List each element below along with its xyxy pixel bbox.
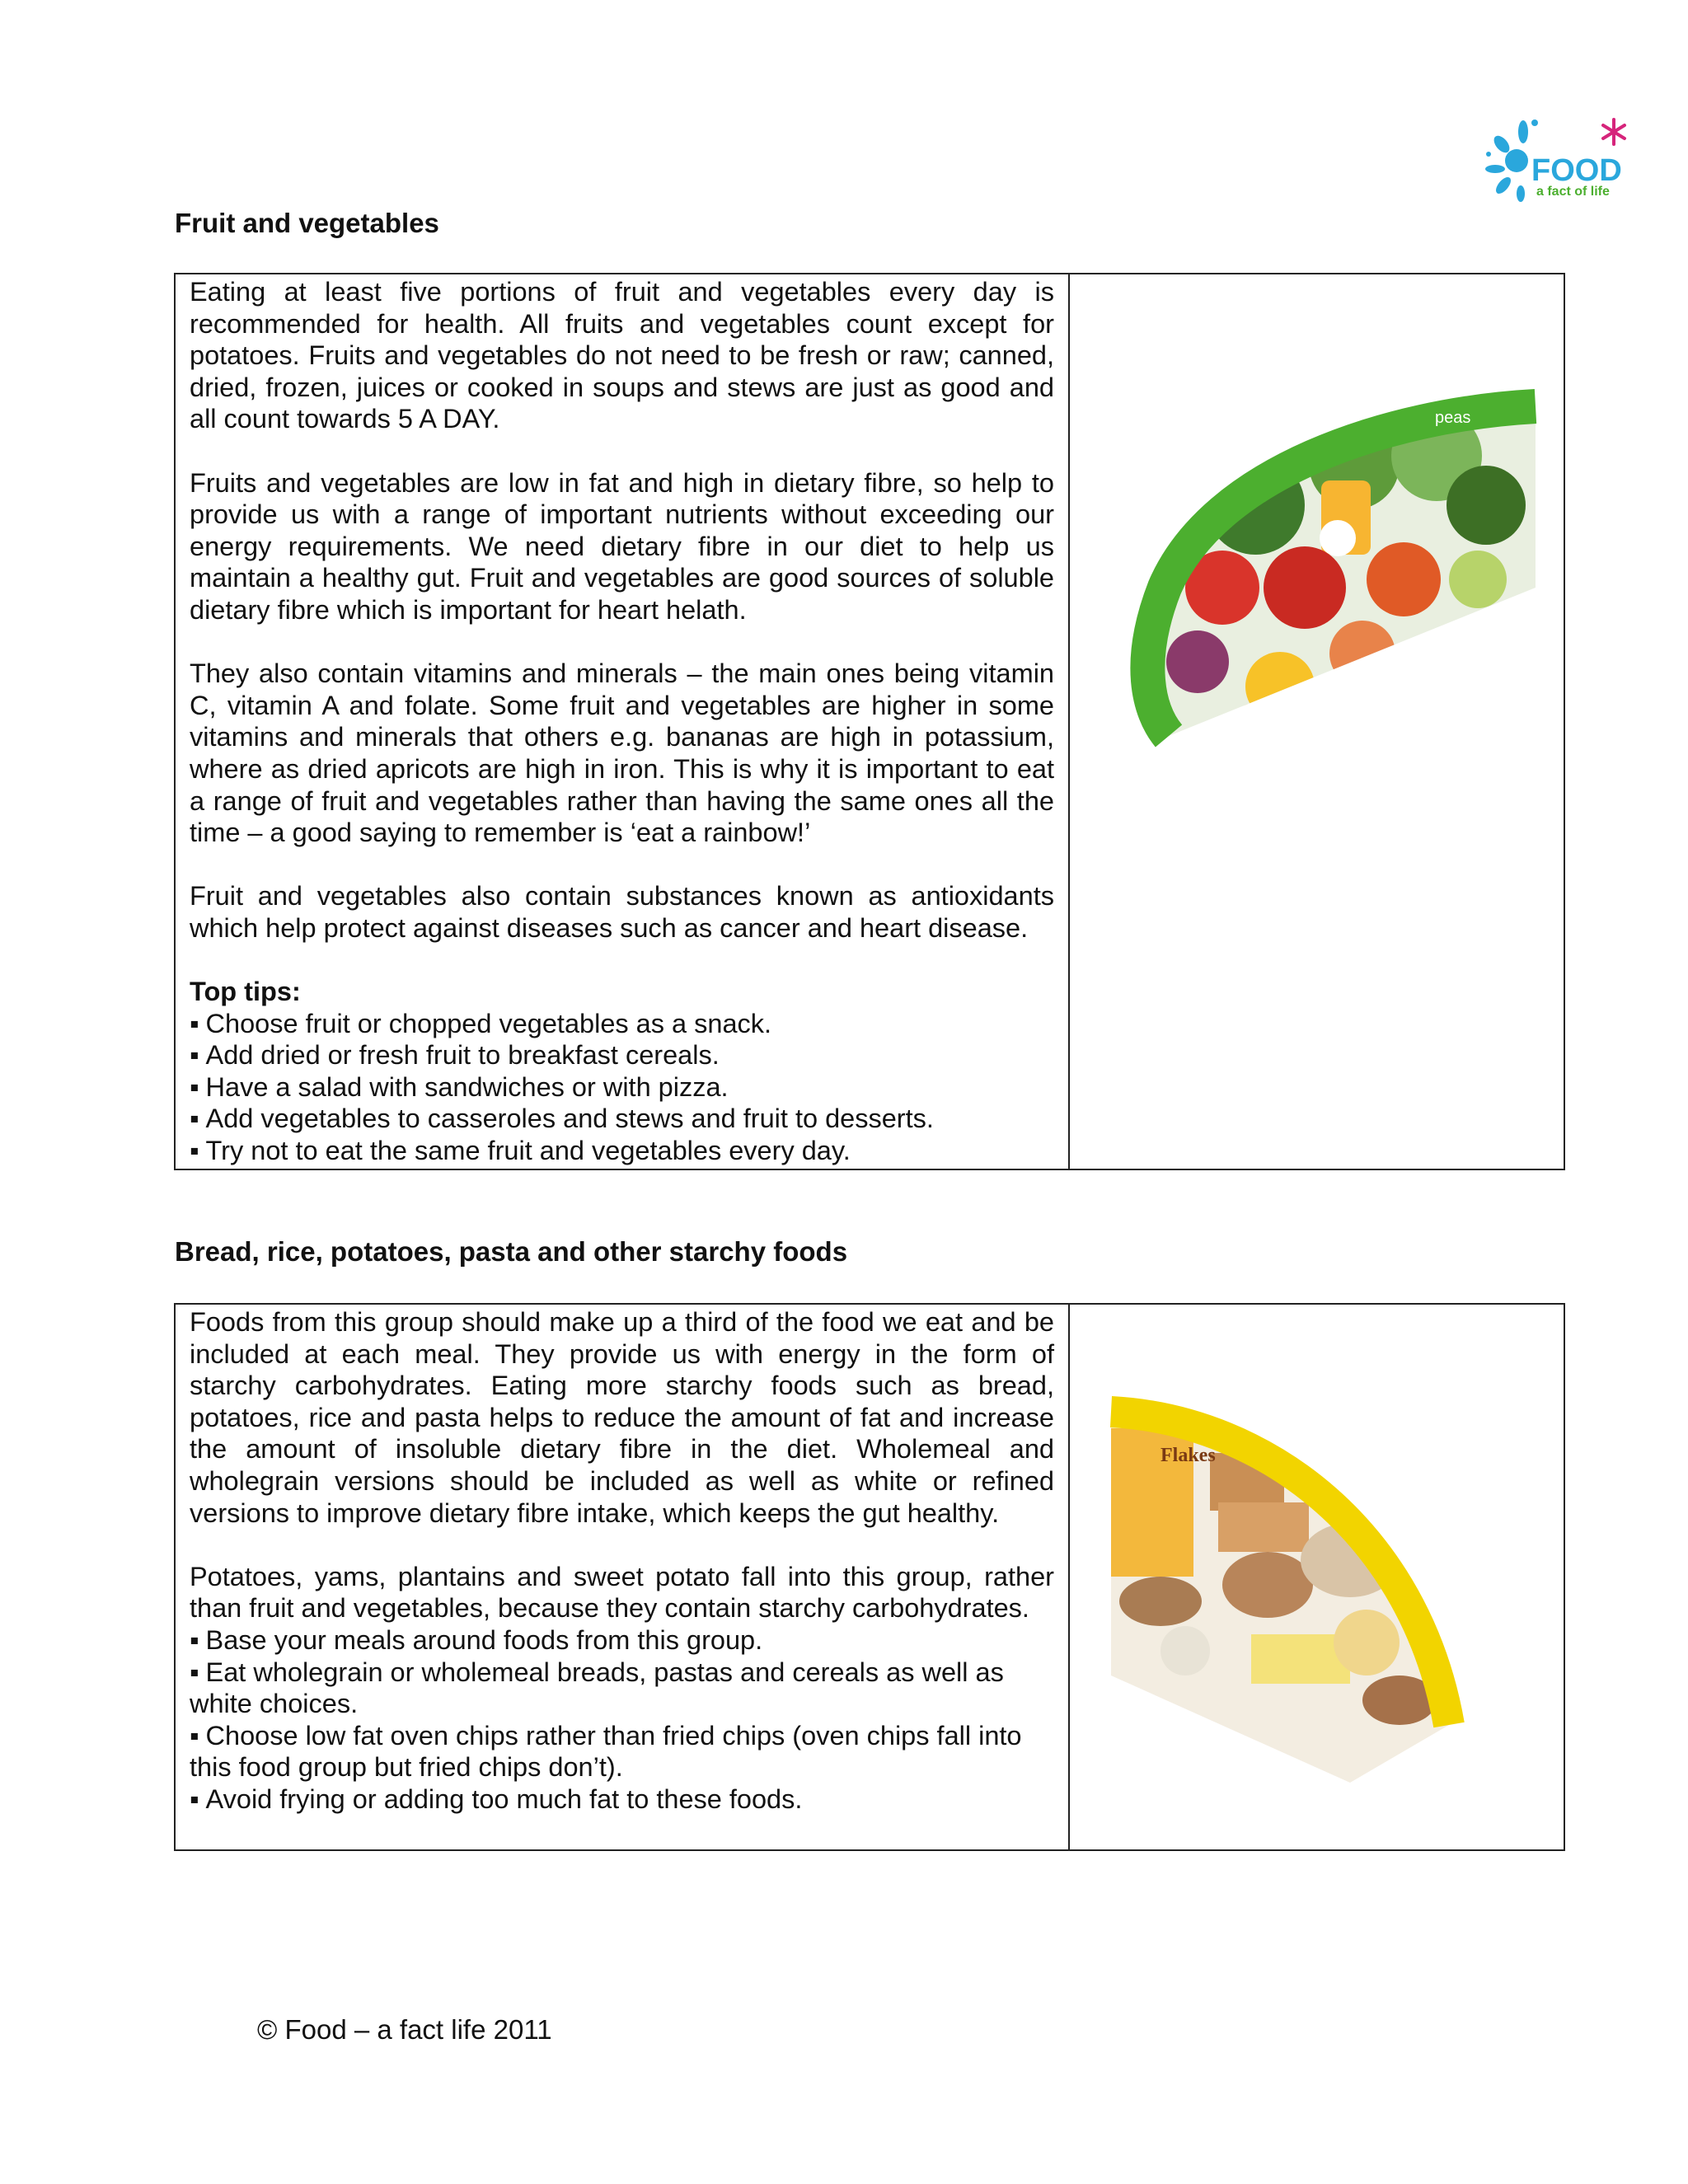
starchy-foods-image: [1070, 1305, 1564, 1849]
copyright-footer: © Food – a fact life 2011: [257, 2014, 552, 2045]
list-item: ▪ Add vegetables to casseroles and stews and fruit to desserts.: [190, 1103, 1054, 1135]
section-title-fruit-vegetables: Fruit and vegetables: [175, 208, 439, 238]
svg-text:peas: peas: [1435, 409, 1471, 427]
paragraph: Potatoes, yams, plantains and sweet potato fall into this group, rather than fruit and vegetables, because they contain starchy carbohydrates.: [190, 1561, 1054, 1624]
food-a-fact-of-life-logo: [1484, 111, 1632, 218]
svg-text:a fact of life: a fact of life: [1536, 185, 1610, 199]
fruit-vegetables-panel: [174, 273, 1565, 1170]
paragraph: They also contain vitamins and minerals – the main ones being vitamin C, vitamin A and folate. Some fruit and vegetables are higher in some vitamins and minerals that others e.g. bananas are high in potassium, where as dried apricots are high in iron. This is why it is important to eat a range of fruit and vegetables rather than having the same ones all the time – a good saying to remember is ‘eat a rainbow!’: [190, 658, 1054, 848]
tips-list: [190, 1624, 1054, 1816]
list-item: ▪ Have a salad with sandwiches or with pizza.: [190, 1071, 1054, 1104]
fruit-vegetables-text: [176, 274, 1070, 1169]
fruit-vegetables-image: [1070, 274, 1564, 1169]
tips-list: [190, 1008, 1054, 1167]
list-item: ▪ Add dried or fresh fruit to breakfast cereals.: [190, 1039, 1054, 1071]
list-item: ▪ Try not to eat the same fruit and vegetables every day.: [190, 1135, 1054, 1167]
paragraph: Foods from this group should make up a third of the food we eat and be included at each meal. They provide us with energy in the form of starchy carbohydrates. Eating more starchy foods such as bread, potatoes, rice and pasta helps to reduce the amount of fat and increase the amount of insoluble dietary fibre in the diet. Wholemeal and wholegrain versions should be included as well as white or refined versions to improve dietary fibre intake, which keeps the gut healthy.: [190, 1307, 1054, 1528]
svg-text:FOOD: FOOD: [1531, 153, 1622, 188]
svg-text:Flakes: Flakes: [1160, 1445, 1216, 1466]
top-tips-heading: Top tips:: [190, 977, 301, 1007]
section-title-starchy-foods: Bread, rice, potatoes, pasta and other starchy foods: [175, 1236, 848, 1267]
paragraph: Fruits and vegetables are low in fat and high in dietary fibre, so help to provide us with a range of important nutrients without exceeding our energy requirements. We need dietary fibre in our diet to help us maintain a healthy gut. Fruit and vegetables are good sources of soluble dietary fibre which is important for heart helath.: [190, 467, 1054, 625]
list-item: ▪ Eat wholegrain or wholemeal breads, pastas and cereals as well as white choices.: [190, 1657, 1054, 1720]
list-item: ▪ Choose fruit or chopped vegetables as a snack.: [190, 1008, 1054, 1040]
starchy-foods-panel: [174, 1303, 1565, 1851]
list-item: ▪ Avoid frying or adding too much fat to these foods.: [190, 1783, 1054, 1816]
list-item: ▪ Choose low fat oven chips rather than fried chips (oven chips fall into this food group but fried chips don’t).: [190, 1720, 1054, 1783]
starchy-foods-text: [176, 1305, 1070, 1849]
paragraph: Fruit and vegetables also contain substances known as antioxidants which help protect against diseases such as cancer and heart disease.: [190, 881, 1054, 943]
paragraph: Eating at least five portions of fruit and vegetables every day is recommended for health. All fruits and vegetables count except for potatoes. Fruits and vegetables do not need to be fresh or raw; canned, dried, frozen, juices or cooked in soups and stews are just as good and all count towards 5 A DAY.: [190, 277, 1054, 434]
list-item: ▪ Base your meals around foods from this group.: [190, 1624, 1054, 1657]
